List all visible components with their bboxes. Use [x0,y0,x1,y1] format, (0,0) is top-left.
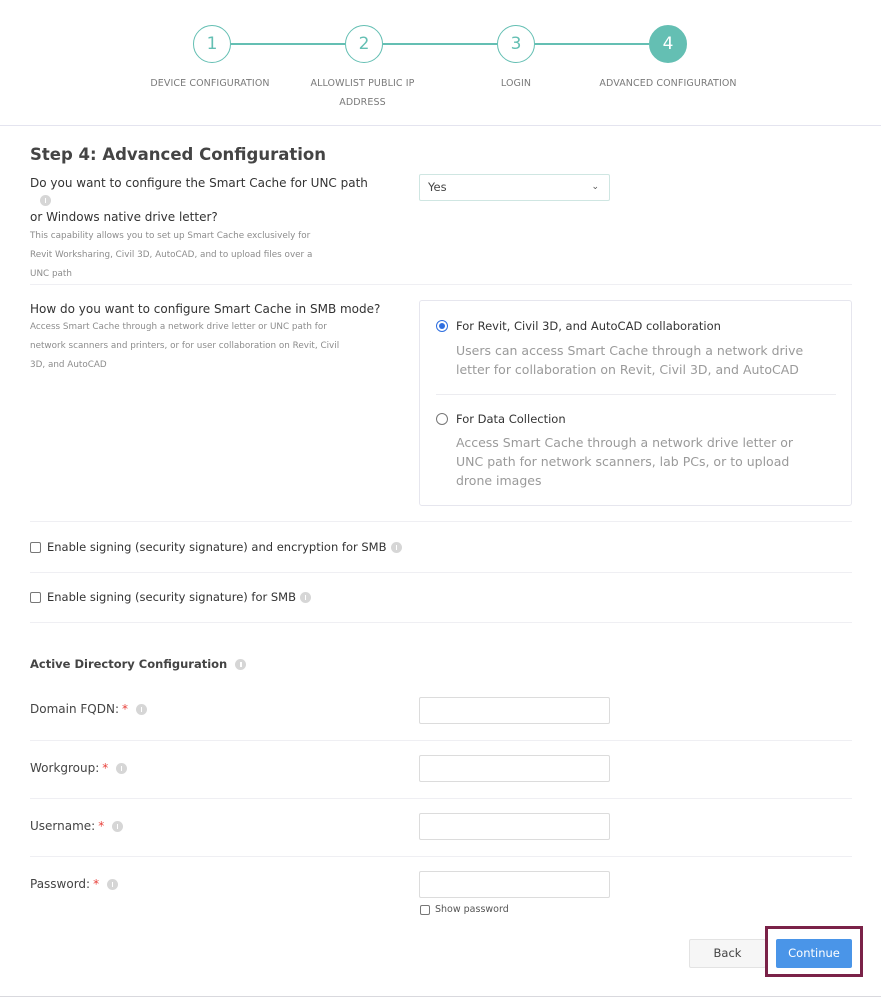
description-line: UNC path for network scanners, lab PCs, or to upload [456,454,790,469]
show-password-label: Show password [435,904,509,915]
smb-mode-radio-group [419,300,852,506]
description-line: network scanners and printers, or for user collaboration on Revit, Civil [30,341,340,351]
required-asterisk: * [122,702,128,716]
workgroup-input[interactable] [419,755,610,782]
required-asterisk: * [98,819,105,833]
unc-question-block [30,175,390,284]
smb-mode-description [30,318,400,375]
radio-label: For Data Collection [456,412,566,426]
domain-fqdn-label [30,702,147,716]
password-input[interactable] [419,871,610,898]
info-icon[interactable] [136,704,147,715]
required-asterisk: * [93,877,100,891]
step-number: 1 [206,34,218,54]
label-text: Workgroup: [30,761,100,775]
radio-option-description [456,433,836,490]
description-line: Revit Worksharing, Civil 3D, AutoCAD, and to upload files over a [30,250,313,260]
step-connector [231,43,345,45]
divider [30,856,852,857]
description-line: drone images [456,473,542,488]
active-directory-section-title [30,657,246,671]
radio-option-collaboration[interactable] [436,319,721,333]
info-icon[interactable] [116,763,127,774]
checkbox[interactable] [30,542,41,553]
continue-button[interactable]: Continue [776,939,852,968]
step-number: 3 [510,34,522,54]
step-4-circle [649,25,687,63]
unc-description [30,227,390,284]
unc-question [30,175,390,226]
info-icon[interactable] [40,195,51,206]
workgroup-label [30,761,127,775]
divider [30,284,852,285]
description-line: Access Smart Cache through a network drive letter or UNC path for [30,322,327,332]
divider [30,622,852,623]
checkbox-label: Enable signing (security signature) and encryption for SMB [47,540,387,554]
divider [436,394,836,395]
label-text: Domain FQDN: [30,702,119,716]
required-asterisk: * [102,761,109,775]
divider [30,798,852,799]
step-connector [535,43,649,45]
info-icon[interactable] [300,592,311,603]
radio-button[interactable] [436,413,448,425]
signing-only-checkbox-row[interactable] [30,590,311,604]
step-label-text: ADVANCED CONFIGURATION [599,78,737,89]
divider [0,996,881,997]
checkbox-label: Enable signing (security signature) for SMB [47,590,296,604]
description-line: Users can access Smart Cache through a network drive [456,343,804,358]
step-number: 2 [358,34,370,54]
label-text: Password: [30,877,91,891]
password-label [30,877,118,891]
smb-mode-question: How do you want to configure Smart Cache in SMB mode? [30,302,381,316]
description-line: This capability allows you to set up Smart Cache exclusively for [30,231,311,241]
info-icon[interactable] [391,542,402,553]
step-label-text: DEVICE CONFIGURATION [150,78,270,89]
description-line: Access Smart Cache through a network drive letter or [456,435,794,450]
continue-highlight-box [765,926,863,977]
show-password-checkbox[interactable] [420,905,430,915]
checkbox[interactable] [30,592,41,603]
page-title: Step 4: Advanced Configuration [30,145,326,164]
description-line: UNC path [30,269,72,279]
step-label-text: ADDRESS [339,97,386,108]
radio-option-data-collection[interactable] [436,412,566,426]
label-text: Username: [30,819,96,833]
description-line: letter for collaboration on Revit, Civil 3D, and AutoCAD [456,362,799,377]
step-2-circle[interactable] [345,25,383,63]
step-label-text: LOGIN [500,78,532,89]
back-button[interactable]: Back [689,939,766,968]
radio-label: For Revit, Civil 3D, and AutoCAD collaboration [456,319,721,333]
wizard-stepper [0,0,881,126]
divider [30,572,852,573]
signing-encryption-checkbox-row[interactable] [30,540,402,554]
radio-option-description [456,341,836,379]
description-line: 3D, and AutoCAD [30,360,107,370]
chevron-down-icon: ⌄ [591,182,599,192]
username-input[interactable] [419,813,610,840]
select-value: Yes [428,180,447,194]
radio-button-checked[interactable] [436,320,448,332]
question-text: or Windows native drive letter? [30,210,218,224]
step-1-label [140,74,280,93]
step-2-label [295,74,430,112]
domain-fqdn-input[interactable] [419,697,610,724]
info-icon[interactable] [235,659,246,670]
step-label-text: ALLOWLIST PUBLIC IP [310,78,415,89]
divider [30,740,852,741]
step-3-circle[interactable] [497,25,535,63]
step-1-circle[interactable] [193,25,231,63]
step-4-label [588,74,748,93]
username-label [30,819,123,833]
step-connector [383,43,497,45]
unc-config-select[interactable] [419,174,610,201]
divider [30,521,852,522]
show-password-row[interactable] [420,904,509,915]
section-title-text: Active Directory Configuration [30,657,228,671]
info-icon[interactable] [112,821,123,832]
step-3-label [466,74,566,93]
step-number: 4 [662,34,674,54]
smb-mode-question-block [30,301,400,375]
info-icon[interactable] [107,879,118,890]
question-text: Do you want to configure the Smart Cache for UNC path [30,176,368,190]
